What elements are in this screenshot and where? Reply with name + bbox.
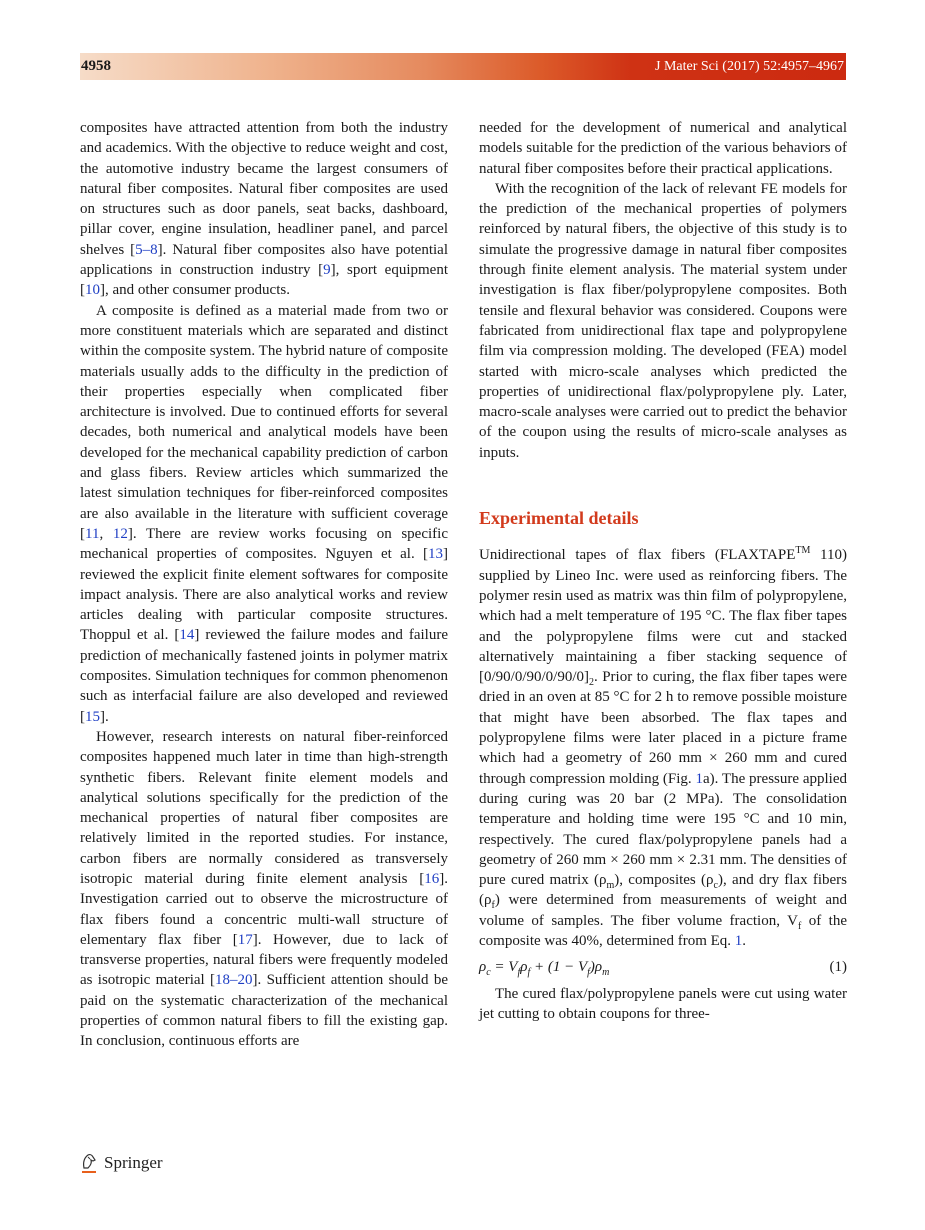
- citation-link[interactable]: 9: [323, 262, 331, 279]
- journal-reference: J Mater Sci (2017) 52:4957–4967: [655, 58, 844, 74]
- paragraph: composites have attracted attention from both the industry and academics. With the objective to reduce weight and cost, the automotive industry became the largest consumers of natural fiber composites. Natural fiber composites are used on structures such as door panels, seat backs, dashboard, pillar cover, engine insulation, headliner panel, and parcel shelves [5–8]. Natural fiber composites also have potential applications in construction industry [9], sport equipment [10], and other consumer products.: [80, 120, 449, 299]
- paragraph: A composite is defined as a material made from two or more constituent materials which are separated and distinct within the composite system. The hybrid nature of composite materials usually adds to the difficulty in the prediction of their properties especially when complicated fiber architecture is involved. Due to continued efforts for several decades, both numerical and analytical models have been developed for the mechanical capability prediction of carbon and glass fibers. Review articles which summarized the latest simulation techniques for fiber-reinforced composites are also available in the literature with sufficient coverage [11, 12]. There are review works focusing on specific mechanical properties of composites. Nguyen et al. [13] reviewed the explicit finite element softwares for composite impact analysis. There are also analytical works and review articles dealing with particular composite structures. Thoppul et al. [14] reviewed the failure modes and failure prediction of mechanically fastened joints in polymer matrix composites. Simulation techniques for common phenomenon such as interfacial failure are also developed and reviewed [15].: [80, 302, 448, 725]
- citation-link[interactable]: 11: [85, 525, 100, 542]
- citation-link[interactable]: 10: [85, 282, 100, 299]
- citation-link[interactable]: 15: [85, 708, 100, 725]
- right-column: [479, 118, 847, 1024]
- paragraph: With the recognition of the lack of relevant FE models for the prediction of the mechanical properties of polymers reinforced by natural fibers, the objective of this study is to simulate the progressive damage in natural fiber composites through finite element analysis. The material system under investigation is flax fiber/polypropylene composites. Both tensile and flexural behavior was considered. Coupons were fabricated from unidirectional flax tape and polypropylene film via compression molding. The developed (FEA) model started with micro-scale analyses which predicted the properties of unidirectional flax/polypropylene ply. Later, macro-scale analyses were carried out to predict the behavior of the coupon using the results of micro-scale analyses as inputs.: [479, 180, 847, 461]
- paragraph: Unidirectional tapes of flax fibers (FLAXTAPE™ 110) supplied by Lineo Inc. were used as reinforcing fibers. The polymer resin used as matrix was thin film of polypropylene, which had a melt temperature of 195 °C. The flax fiber tapes and the polypropylene films were cut and stacked alternatively maintaining a fiber stacking sequence of $[0/90/0/90/0/90/0]_2$. Prior to curing, the flax fiber tapes were dried in an oven at 85 °C for 2 h to remove possible moisture that might have been absorbed. The flax tapes and polypropylene films were later placed in a picture frame which had a geometry of 260 mm × 260 mm and cured through compression molding (Fig. 1a). The pressure applied during curing was 20 bar (2 MPa). The consolidation temperature and holding time were 195 °C and 10 min, respectively. The cured flax/polypropylene panels had a geometry of 260 mm × 260 mm × 2.31 mm. The densities of pure cured matrix $(\rho_m)$, composites $(\rho_c)$, and dry flax fibers $(\rho_f)$ were determined from measurements of weight and volume of samples. The fiber volume fraction, $V_f$ of the composite was 40%, determined from Eq. 1.: [479, 545, 848, 949]
- page-number: 4958: [81, 58, 111, 74]
- citation-link[interactable]: 17: [237, 931, 253, 948]
- citation-link[interactable]: 18–20: [215, 972, 253, 989]
- equation-body: $\rho_c = V_f\rho_f + (1 - V_f)\rho_m$: [479, 959, 610, 979]
- citation-link[interactable]: 12: [112, 525, 128, 542]
- publisher-footer: [80, 1152, 163, 1174]
- publisher-name: Springer: [104, 1153, 163, 1172]
- citation-link[interactable]: 14: [179, 627, 195, 644]
- equation: [479, 957, 847, 977]
- citation-link[interactable]: 5–8: [135, 241, 158, 258]
- left-column: [80, 118, 448, 1052]
- paragraph: However, research interests on natural fiber-reinforced composites happened much later in time than high-strength synthetic fibers. Relevant finite element models and analytical solutions specifically for the prediction of the mechanical properties of natural fiber composites are relatively limited in the reported studies. For instance, carbon fibers are normally considered as transversely isotropic material during finite element analysis [16]. Investigation carried out to observe the microstructure of flax fibers found a concentric multi-wall structure of elementary flax fiber [17]. However, due to lack of transverse properties, natural fibers were frequently modeled as isotropic material [18–20]. Sufficient attention should be paid on the systematic characterization of the mechanical properties of common natural fibers to fill the existing gap. In conclusion, continuous efforts are: [80, 728, 449, 1050]
- section-heading: Experimental details: [479, 508, 639, 529]
- springer-horse-icon: [80, 1152, 98, 1174]
- running-header: [80, 53, 846, 80]
- citation-link[interactable]: 13: [428, 546, 443, 563]
- equation-link[interactable]: 1: [734, 932, 743, 949]
- citation-link[interactable]: 16: [424, 870, 440, 887]
- paragraph: needed for the development of numerical and analytical models suitable for the prediction of the various behaviors of natural fiber composites before their practical applications.: [479, 120, 847, 177]
- equation-number: (1): [829, 959, 847, 976]
- figure-link[interactable]: 1: [695, 770, 703, 787]
- paragraph: The cured flax/polypropylene panels were cut using water jet cutting to obtain coupons for three-: [479, 985, 847, 1022]
